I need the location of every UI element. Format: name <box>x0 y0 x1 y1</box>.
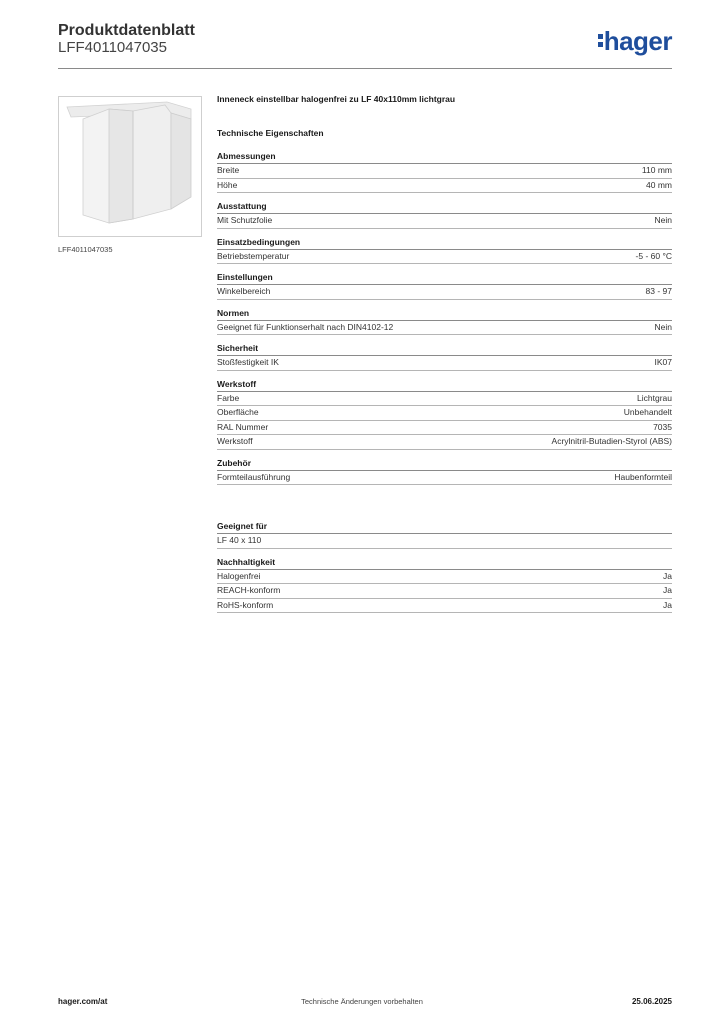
property-label: Mit Schutzfolie <box>217 215 273 225</box>
property-row <box>217 599 672 614</box>
property-label: Breite <box>217 165 240 175</box>
logo-text: hager <box>603 26 672 56</box>
group-title: Einstellungen <box>217 272 672 285</box>
property-row <box>217 179 672 194</box>
property-row <box>217 471 672 486</box>
property-group <box>217 458 672 486</box>
sustainability-section <box>217 557 672 614</box>
image-caption: LFF4011047035 <box>58 245 113 254</box>
group-title: Werkstoff <box>217 379 672 392</box>
logo-dots-icon <box>598 26 603 48</box>
property-value: Haubenformteil <box>614 471 672 482</box>
property-row <box>217 406 672 421</box>
property-value: Ja <box>663 570 672 581</box>
footer-website: hager.com/at <box>58 997 108 1006</box>
property-row <box>217 250 672 265</box>
property-groups <box>217 151 672 485</box>
property-value: 83 - 97 <box>645 286 672 296</box>
property-value: 110 mm <box>641 165 672 175</box>
property-label: Betriebstemperatur <box>217 250 290 261</box>
page-title: Produktdatenblatt <box>58 22 195 39</box>
property-label: Farbe <box>217 392 240 403</box>
property-group <box>217 308 672 336</box>
footer-note: Technische Änderungen vorbehalten <box>301 997 423 1006</box>
property-row <box>217 584 672 599</box>
hager-logo <box>598 26 672 57</box>
property-row <box>217 421 672 436</box>
datasheet-content <box>217 94 672 621</box>
property-label: Stoßfestigkeit IK <box>217 357 279 367</box>
product-description: Inneneck einstellbar halogenfrei zu LF 40x110mm lichtgrau <box>217 94 456 104</box>
group-title: Zubehör <box>217 458 672 471</box>
tech-properties-title: Technische Eigenschaften <box>217 128 324 138</box>
property-label: REACH-konform <box>217 585 281 595</box>
group-title: Nachhaltigkeit <box>217 557 672 570</box>
suitable-for-group <box>217 521 672 549</box>
property-label: RoHS-konform <box>217 599 274 610</box>
property-label: Halogenfrei <box>217 570 261 581</box>
property-value: Unbehandelt <box>623 407 672 417</box>
property-group <box>217 201 672 229</box>
sustainability-group <box>217 557 672 614</box>
header-divider <box>58 68 672 69</box>
property-value: Nein <box>654 321 672 332</box>
property-value: IK07 <box>654 357 672 367</box>
property-value: Ja <box>663 599 672 610</box>
property-group <box>217 151 672 193</box>
property-row <box>217 435 672 450</box>
property-row <box>217 570 672 585</box>
property-group <box>217 272 672 300</box>
property-value: 40 mm <box>646 179 672 190</box>
group-title: Abmessungen <box>217 151 672 164</box>
property-value: 7035 <box>653 421 672 432</box>
group-title: Geeignet für <box>217 521 672 534</box>
property-label: Oberfläche <box>217 407 259 417</box>
group-title: Ausstattung <box>217 201 672 214</box>
property-row <box>217 285 672 300</box>
property-label: Werkstoff <box>217 436 253 446</box>
property-row <box>217 321 672 336</box>
property-group <box>217 343 672 371</box>
footer-date: 25.06.2025 <box>631 997 672 1006</box>
property-value: Lichtgrau <box>637 392 672 403</box>
property-row <box>217 214 672 229</box>
product-image <box>58 96 202 237</box>
property-value: Nein <box>654 215 672 225</box>
property-group <box>217 379 672 450</box>
property-row <box>217 534 672 549</box>
property-label: Formteilausführung <box>217 471 291 482</box>
property-label: LF 40 x 110 <box>217 535 262 545</box>
group-title: Normen <box>217 308 672 321</box>
property-label: Geeignet für Funktionserhalt nach DIN4102-12 <box>217 321 394 332</box>
property-label: Höhe <box>217 179 238 190</box>
property-value: Acrylnitril-Butadien-Styrol (ABS) <box>551 436 672 446</box>
property-group <box>217 237 672 265</box>
suitable-for-section <box>217 521 672 549</box>
group-title: Einsatzbedingungen <box>217 237 672 250</box>
property-value: -5 - 60 °C <box>635 250 672 261</box>
property-value: Ja <box>663 585 672 595</box>
group-title: Sicherheit <box>217 343 672 356</box>
property-row <box>217 356 672 371</box>
property-row <box>217 164 672 179</box>
property-label: RAL Nummer <box>217 421 269 432</box>
property-row <box>217 392 672 407</box>
article-number: LFF4011047035 <box>58 39 167 56</box>
property-label: Winkelbereich <box>217 286 271 296</box>
